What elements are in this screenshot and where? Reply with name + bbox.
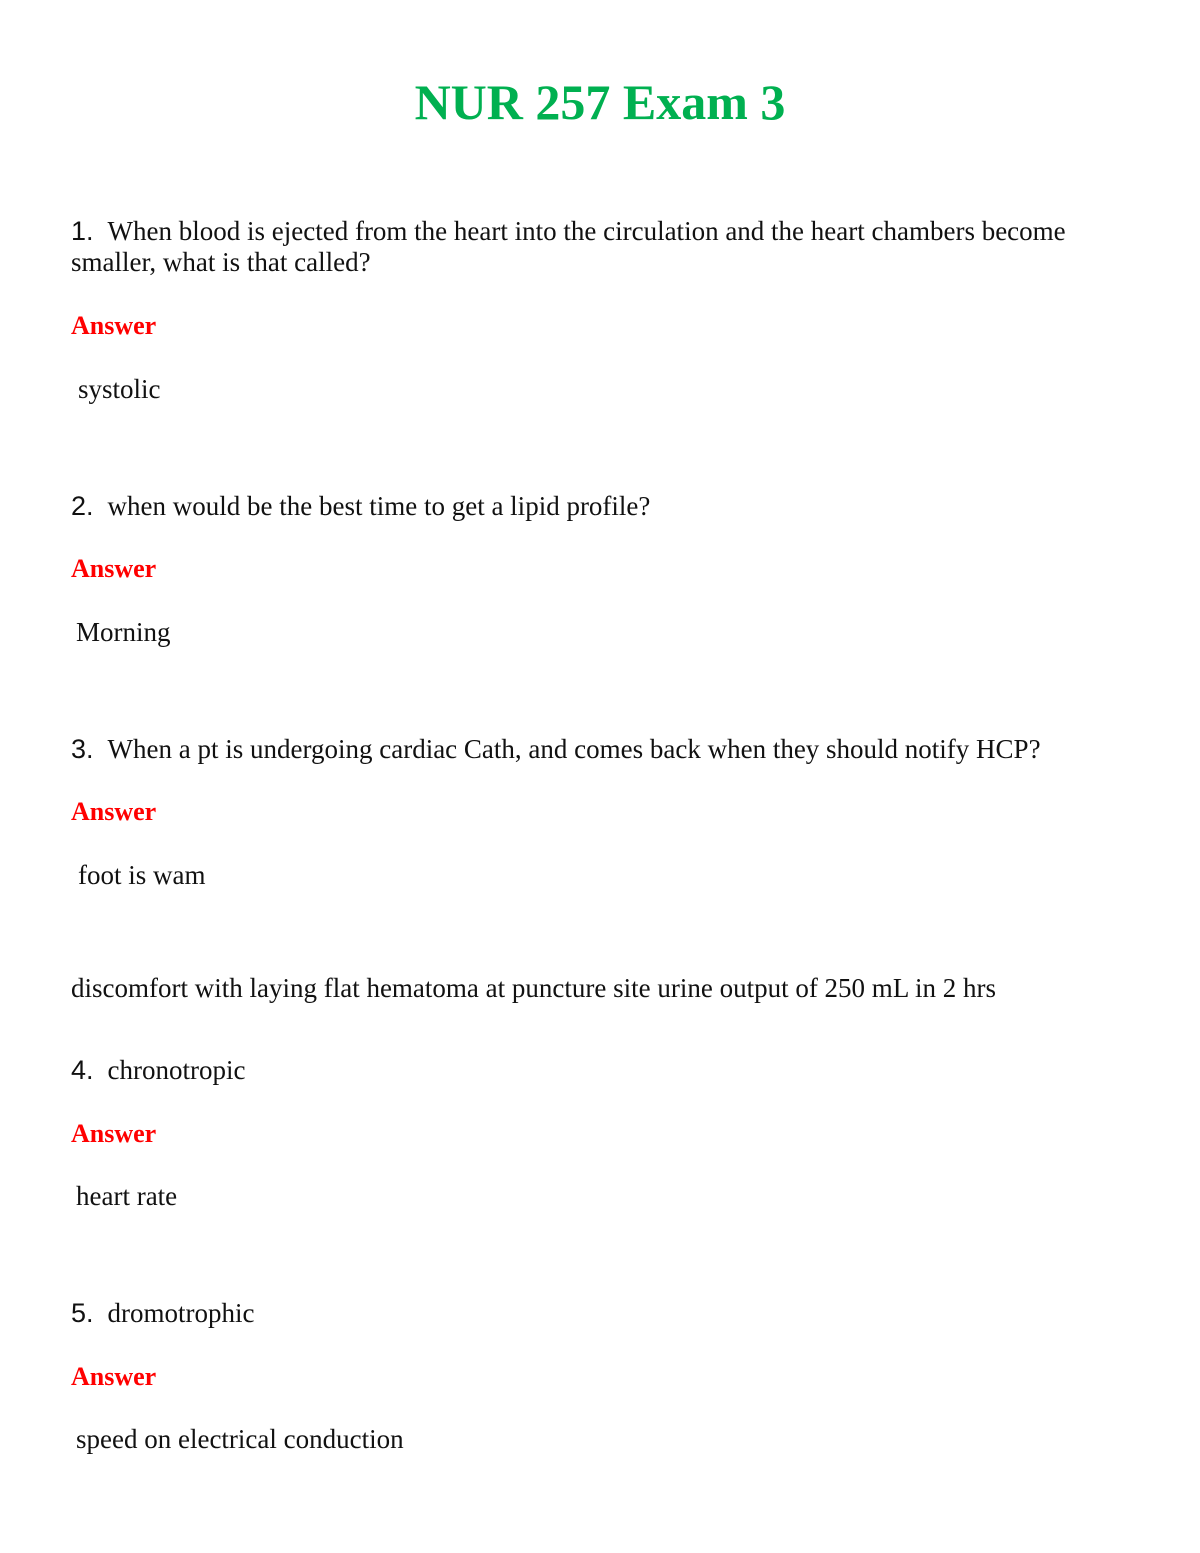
question-text: dromotrophic [107,1298,255,1328]
question-text: When a pt is undergoing cardiac Cath, and comes back when they should notify HCP? [107,734,1041,764]
page-title: NUR 257 Exam 3 [414,74,786,130]
question-text: when would be the best time to get a lipid profile? [107,491,651,521]
question-3 [71,734,1141,765]
question-1 [71,216,1141,278]
answer-label: Answer [71,1362,157,1391]
question-number: 1. [71,216,94,246]
answer-label: Answer [71,554,157,583]
answer-label: Answer [71,797,157,826]
question-number: 5. [71,1298,94,1328]
answer-text: heart rate [76,1181,178,1211]
answer-text: speed on electrical conduction [76,1424,404,1454]
question-number: 3. [71,734,94,764]
question-4 [71,1055,1141,1086]
answer-text: Morning [76,617,171,647]
question-text: chronotropic [107,1055,246,1085]
question-number: 2. [71,491,94,521]
question-text: When blood is ejected from the heart into the circulation and the heart chambers become smaller, what is that called? [71,216,1066,277]
answer-extra-text: discomfort with laying flat hematoma at puncture site urine output of 250 mL in 2 hrs [71,973,997,1003]
answer-text: systolic [78,374,161,404]
answer-text: foot is wam [78,860,206,890]
answer-label: Answer [71,311,157,340]
answer-label: Answer [71,1119,157,1148]
question-number: 4. [71,1055,94,1085]
question-2 [71,491,1141,522]
question-5 [71,1298,1141,1329]
